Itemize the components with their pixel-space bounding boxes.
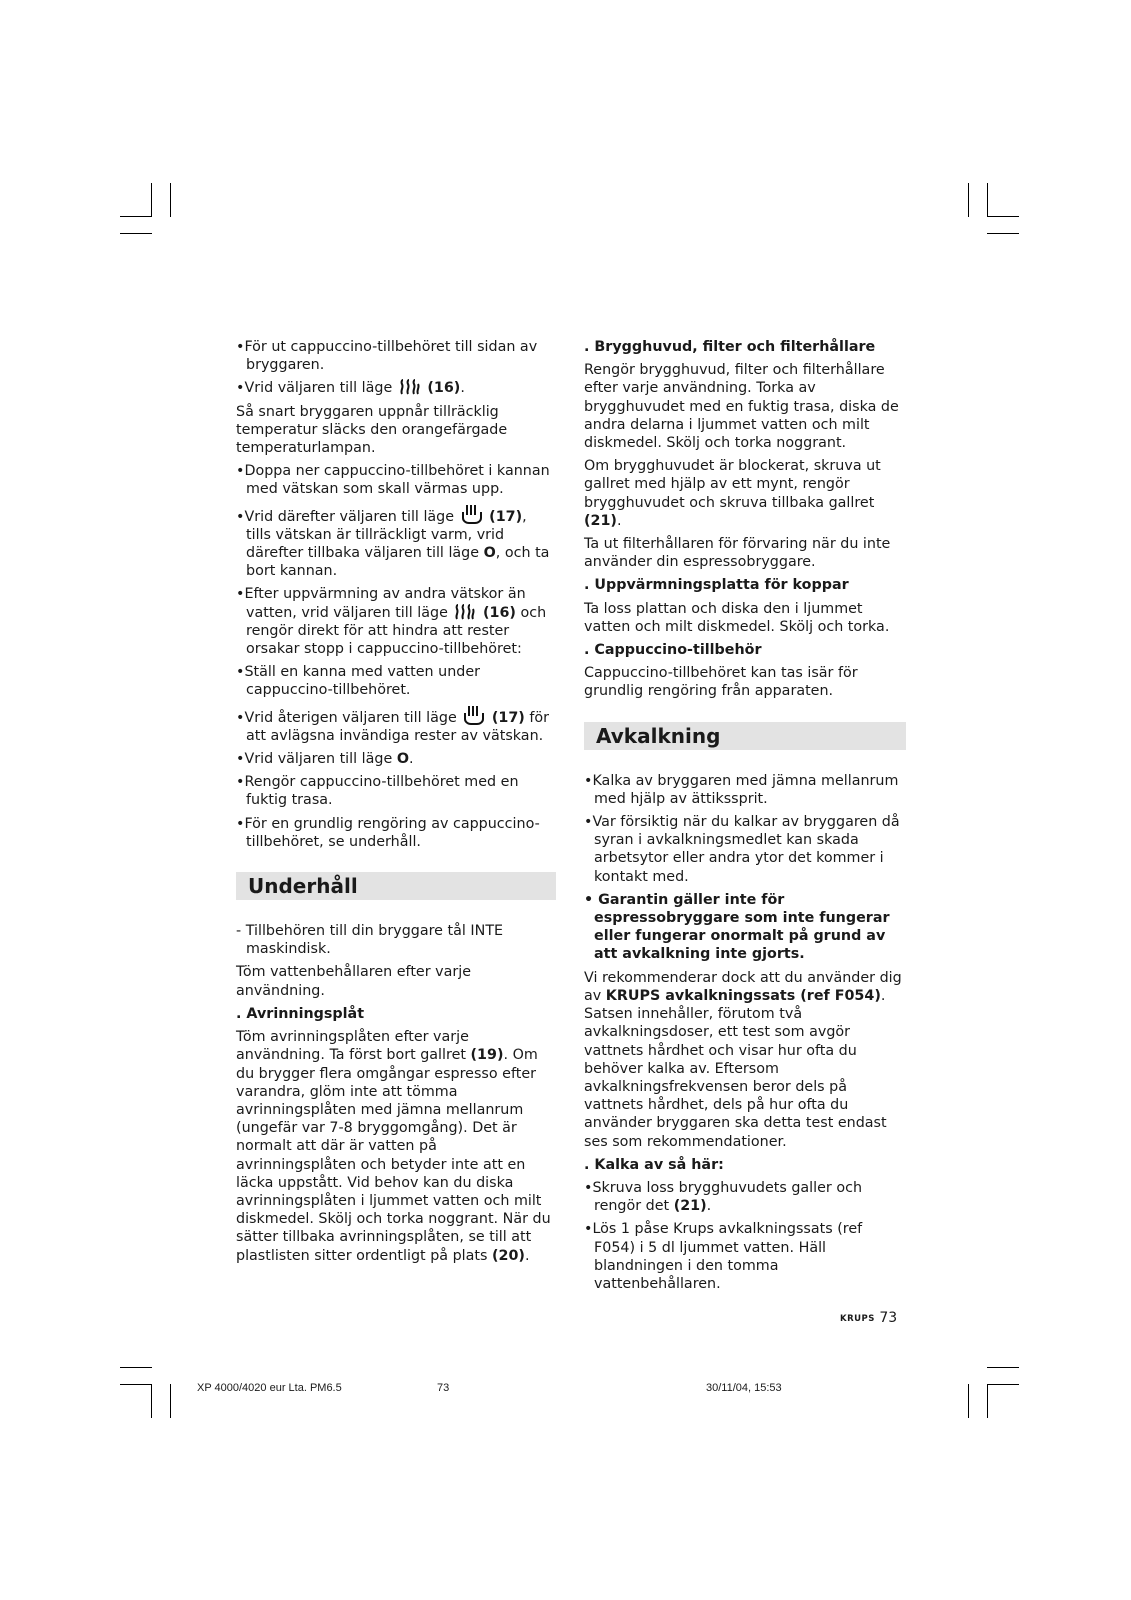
list-item: •Kalka av bryggaren med jämna mellanrum med hjälp av ättikssprit.	[584, 772, 899, 807]
subheading: . Kalka av så här:	[584, 1156, 724, 1173]
list-item: •Vrid återigen väljaren till läge (17) för att avlägsna invändiga rester av vätskan.	[236, 705, 556, 745]
crop-mark	[987, 1384, 988, 1418]
crop-mark	[968, 183, 969, 217]
steam-icon	[454, 604, 476, 620]
crop-mark	[968, 1384, 969, 1418]
crop-mark	[987, 216, 1019, 217]
subheading: . Cappuccino-tillbehör	[584, 642, 762, 659]
paragraph: Töm avrinningsplåten efter varje användning. Ta först bort gallret (19). Om du brygger flera omgångar espresso efter varandra, glöm inte att tömma avrinningsplåten med jämna mellanrum (ungefär var 7-8 bryggomgång). Det är normalt att där är vatten på avrinningsplåten och betyder inte att en läcka uppstått. Vid behov kan du diska avrinningsplåten i ljummet vatten och milt diskmedel. Skölj och torka noggrant. När du sätter tillbaka avrinningsplåten, se till att plastlisten sitter ordentligt på plats (20).	[236, 1029, 551, 1264]
hot-water-icon	[463, 705, 485, 725]
crop-mark	[120, 216, 152, 217]
footer-page: 73	[437, 1382, 450, 1394]
crop-mark	[170, 1384, 171, 1418]
paragraph: Om brygghuvudet är blockerat, skruva ut gallret med hjälp av ett mynt, rengör brygghuvudet och skruva tillbaka gallret (21).	[584, 458, 881, 529]
section-heading: Underhåll	[236, 872, 556, 900]
list-item: •Var försiktig när du kalkar av bryggaren då syran i avkalkningsmedlet kan skada arbetsytor eller andra ytor det kommer i kontakt med.	[584, 814, 900, 885]
crop-mark	[151, 183, 152, 217]
list-item: •Rengör cappuccino-tillbehöret med en fuktig trasa.	[236, 774, 519, 809]
subheading: . Avrinningsplåt	[236, 1005, 365, 1022]
paragraph: Så snart bryggaren uppnår tillräcklig temperatur släcks den orangefärgade temperaturlampan.	[236, 403, 508, 457]
list-item: •Vrid väljaren till läge (16).	[236, 380, 465, 397]
paragraph: Cappuccino-tillbehöret kan tas isär för grundlig rengöring från apparaten.	[584, 665, 858, 700]
list-item: •Efter uppvärmning av andra vätskor än vatten, vrid väljaren till läge (16) och rengör direkt för att hindra att rester orsakar stopp i cappuccino-tillbehöret:	[236, 586, 547, 658]
page-number: 73	[879, 1310, 898, 1326]
list-item: •Doppa ner cappuccino-tillbehöret i kannan med vätskan som skall värmas upp.	[236, 463, 550, 498]
footer-file: XP 4000/4020 eur Lta. PM6.5	[197, 1382, 342, 1394]
right-column	[584, 338, 906, 1298]
crop-mark	[170, 183, 171, 217]
page-brand	[840, 1310, 897, 1326]
list-item: •Lös 1 påse Krups avkalkningssats (ref F054) i 5 dl ljummet vatten. Häll blandningen i den tomma vattenbehållaren.	[584, 1221, 863, 1292]
paragraph: Rengör brygghuvud, filter och filterhållare efter varje användning. Torka av brygghuvudet med en fuktig trasa, diska de andra delarna i ljummet vatten och milt diskmedel. Skölj och torka noggrant.	[584, 362, 899, 452]
hot-water-icon	[461, 504, 483, 524]
list-item: •Vrid därefter väljaren till läge (17), tills vätskan är tillräckligt varm, vrid därefter tillbaka väljaren till läge O, och ta bort kannan.	[236, 504, 556, 581]
subheading: . Uppvärmningsplatta för koppar	[584, 577, 849, 594]
paragraph: Ta ut filterhållaren för förvaring när du inte använder din espressobryggare.	[584, 536, 891, 571]
list-item: - Tillbehören till din bryggare tål INTE maskindisk.	[236, 923, 504, 958]
crop-mark	[120, 1367, 152, 1368]
footer-date: 30/11/04, 15:53	[706, 1382, 782, 1394]
section-heading: Avkalkning	[584, 722, 906, 750]
list-item: •Vrid väljaren till läge O.	[236, 751, 414, 768]
crop-mark	[120, 233, 152, 234]
crop-mark	[120, 1384, 152, 1385]
list-item: •Ställ en kanna med vatten under cappuccino-tillbehöret.	[236, 664, 481, 699]
crop-mark	[987, 183, 988, 217]
paragraph: Töm vattenbehållaren efter varje användning.	[236, 964, 472, 999]
list-item: •Skruva loss brygghuvudets galler och rengör det (21).	[584, 1179, 863, 1215]
list-item: •För en grundlig rengöring av cappuccino-tillbehöret, se underhåll.	[236, 815, 540, 850]
krups-logo: KRUPS	[840, 1314, 875, 1324]
steam-icon	[399, 379, 421, 395]
paragraph: Vi rekommenderar dock att du använder dig av KRUPS avkalkningssats (ref F054). Satsen innehåller, förutom två avkalkningsdoser, ett test som avgör vattnets hårdhet och visar hur ofta du behöver kalka av. Eftersom avkalkningsfrekvensen beror dels på vattnets hårdhet, dels på hur ofta du använder bryggaren ska detta test endast ses som rekommendationer.	[584, 969, 902, 1150]
crop-mark	[987, 233, 1019, 234]
crop-mark	[987, 1384, 1019, 1385]
paragraph: Ta loss plattan och diska den i ljummet vatten och milt diskmedel. Skölj och torka.	[584, 600, 890, 635]
list-item: • Garantin gäller inte för espressobryggare som inte fungerar eller fungerar onormalt på grund av att avkalkning inte gjorts.	[584, 891, 890, 963]
list-item: •För ut cappuccino-tillbehöret till sidan av bryggaren.	[236, 339, 538, 374]
subheading: . Brygghuvud, filter och filterhållare	[584, 339, 876, 355]
crop-mark	[151, 1384, 152, 1418]
left-column	[236, 338, 556, 1270]
crop-mark	[987, 1367, 1019, 1368]
